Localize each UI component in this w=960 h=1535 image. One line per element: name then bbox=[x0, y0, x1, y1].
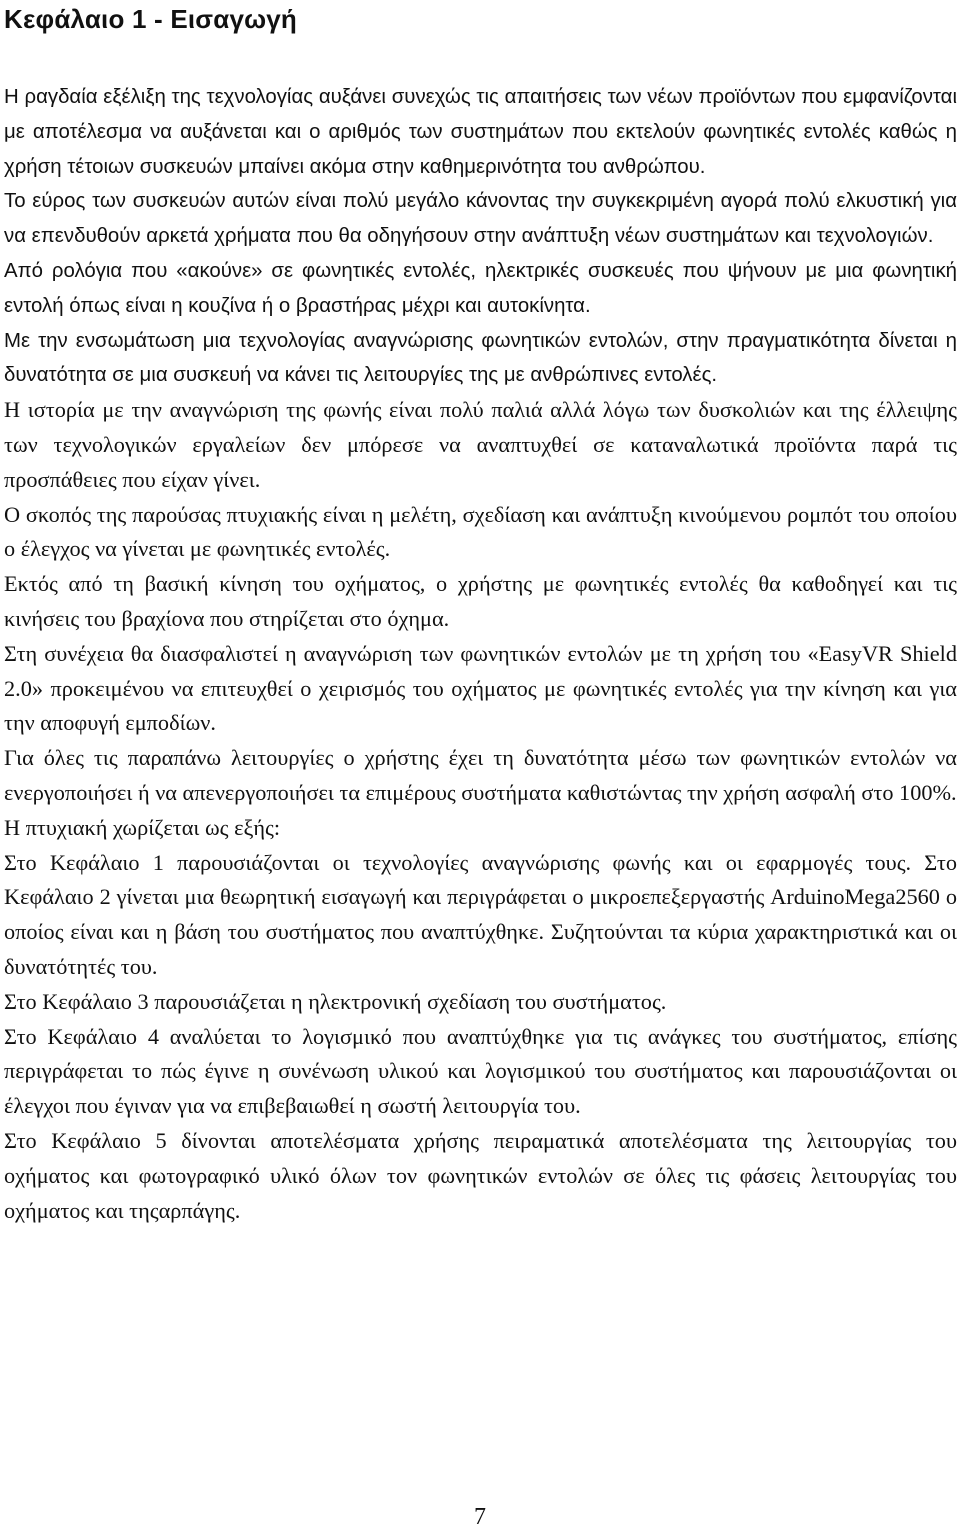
paragraph-arm-control: Εκτός από τη βασική κίνηση του οχήματος, ο χρήστης με φωνητικές εντολές θα καθοδηγεί και τις κινήσεις του βραχίονα που στηρίζεται στο όχημα. bbox=[4, 571, 957, 631]
paragraph-intro: Η ραγδαία εξέλιξη της τεχνολογίας αυξάνει συνεχώς τις απαιτήσεις των νέων προϊόντων που εμφανίζονται με αποτέλεσμα να αυξάνεται και ο αριθμός των συστημάτων που εκτελούν φωνητικές εντολές καθώς η χρήση τέτοιων συσκευών μπαίνει ακόμα στην καθημερινότητα του ανθρώπου. bbox=[4, 86, 957, 178]
paragraph-safety: Για όλες τις παραπάνω λειτουργίες ο χρήστης έχει τη δυνατότητα μέσω των φωνητικών εντολών να ενεργοποιήσει ή να απενεργοποιήσει τα επιμέρους συστήματα καθιστώντας την χρήση ασφαλή στο 100%. bbox=[4, 745, 957, 805]
paragraph-structure-intro: Η πτυχιακή χωρίζεται ως εξής: bbox=[4, 814, 281, 840]
page-number: 7 bbox=[474, 1504, 486, 1530]
paragraph-chapters-1-2: Στο Κεφάλαιο 1 παρουσιάζονται οι τεχνολογίες αναγνώρισης φωνής και οι εφαρμογές τους. Στο Κεφάλαιο 2 γίνεται μια θεωρητική εισαγωγή και περιγράφεται ο μικροεπεξεργαστής ArduinoMega2560 ο οποίος είναι και η βάση του συστήματος που αναπτύχθηκε. Συζητούνται τα κύρια χαρακτηριστικά και οι δυνατότητές του. bbox=[4, 849, 957, 979]
paragraph-device-range: Το εύρος των συσκευών αυτών είναι πολύ μεγάλο κάνοντας την συγκεκριμένη αγορά πολύ ελκυστική για να επενδυθούν αρκετά χρήματα που θα οδηγήσουν στην ανάπτυξη νέων συστημάτων και τεχνολογιών. bbox=[4, 190, 957, 248]
paragraph-chapter-4: Στο Κεφάλαιο 4 αναλύεται το λογισμικό που αναπτύχθηκε για τις ανάγκες του συστήματος, επίσης περιγράφεται το πώς έγινε η συνένωση υλικού και λογισμικού του συστήματος και παρουσιάζονται οι έλεγχοι που έγιναν για να επιβεβαιωθεί η σωστή λειτουργία του. bbox=[4, 1023, 957, 1119]
paragraph-integration: Με την ενσωμάτωση μια τεχνολογίας αναγνώρισης φωνητικών εντολών, στην πραγματικότητα δίνεται η δυνατότητα σε μια συσκευή να κάνει τις λειτουργίες της με ανθρώπινες εντολές. bbox=[4, 329, 957, 387]
paragraph-examples: Από ρολόγια που «ακούνε» σε φωνητικές εντολές, ηλεκτρικές συσκευές που ψήνουν με μια φωνητική εντολή όπως είναι η κουζίνα ή ο βραστήρας μέχρι και αυτοκίνητα. bbox=[4, 259, 957, 317]
paragraph-easyvr: Στη συνέχεια θα διασφαλιστεί η αναγνώριση των φωνητικών εντολών με τη χρήση του «EasyVR Shield 2.0» προκειμένου να επιτευχθεί ο χειρισμός του οχήματος με φωνητικές εντολές για την κίνηση και για την αποφυγή εμποδίων. bbox=[4, 640, 957, 736]
paragraph-purpose: Ο σκοπός της παρούσας πτυχιακής είναι η μελέτη, σχεδίαση και ανάπτυξη κινούμενου ρομπότ του οποίου ο έλεγχος να γίνεται με φωνητικές εντολές. bbox=[4, 501, 957, 562]
paragraph-chapter-3: Στο Κεφάλαιο 3 παρουσιάζεται η ηλεκτρονική σχεδίαση του συστήματος. bbox=[4, 988, 667, 1014]
chapter-title: Κεφάλαιο 1 - Εισαγωγή bbox=[4, 4, 298, 34]
body-text bbox=[4, 80, 957, 1228]
paragraph-chapter-5: Στο Κεφάλαιο 5 δίνονται αποτελέσματα χρήσης πειραματικά αποτελέσματα της λειτουργίας του οχήματος και φωτογραφικό υλικό όλων τον φωνητικών εντολών σε όλες τις φάσεις λειτουργίας του οχήματος και τηςαρπάγης. bbox=[4, 1127, 957, 1223]
paragraph-history: Η ιστορία με την αναγνώριση της φωνής είναι πολύ παλιά αλλά λόγω των δυσκολιών και της έλλειψης των τεχνολογικών εργαλείων δεν μπόρεσε να αναπτυχθεί σε καταναλωτικά προϊόντα παρά τις προσπάθειες που είχαν γίνει. bbox=[4, 397, 957, 492]
